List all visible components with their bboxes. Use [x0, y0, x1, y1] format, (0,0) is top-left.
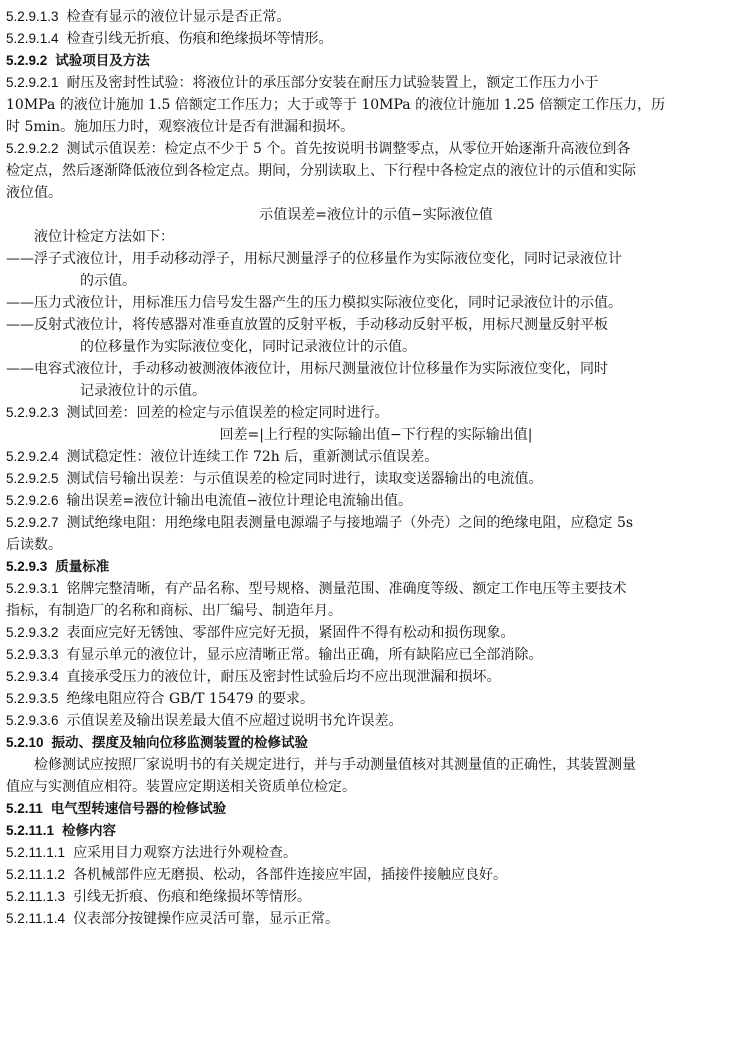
clause-text: 引线无折痕、伤痕和绝缘损坏等情形。: [73, 889, 312, 905]
clause-text: 绝缘电阻应符合 GB/T 15479 的要求。: [66, 691, 314, 707]
list-item-continuation: 的位移量作为实际液位变化，同时记录液位计的示值。: [80, 339, 416, 355]
text-line: 10MPa 的液位计施加 1.5 倍额定工作压力；大于或等于 10MPa 的液位计施加 1.25 倍额定工作压力，历: [6, 97, 666, 113]
section-title: 检修内容: [62, 823, 117, 839]
clause-5-2-11-1-4: [6, 908, 746, 930]
clause-text: 检查引线无折痕、伤痕和绝缘损坏等情形。: [66, 31, 333, 47]
clause-text: 检查有显示的液位计显示是否正常。: [66, 9, 291, 25]
section-heading-5-2-11: [6, 798, 746, 820]
text-line: 检修测试应按照厂家说明书的有关规定进行，并与手动测量值核对其测量值的正确性，其装置测量: [34, 757, 636, 773]
clause-number: 5.2.11.1.1: [6, 845, 66, 860]
clause-text: 测试信号输出误差：与示值误差的检定同时进行，读取变送器输出的电流值。: [66, 471, 543, 487]
section-title: 振动、摆度及轴向位移监测装置的检修试验: [51, 735, 309, 751]
clause-text: 测试回差：回差的检定与示值误差的检定同时进行。: [66, 405, 389, 421]
clause-number: 5.2.9.3.2: [6, 625, 59, 640]
list-item-continuation: 记录液位计的示值。: [80, 383, 206, 399]
clause-number: 5.2.9.1.3: [6, 9, 59, 24]
clause-number: 5.2.9.2.2: [6, 141, 59, 156]
clause-number: 5.2.11.1.3: [6, 889, 66, 904]
clause-5-2-9-2-7: [6, 512, 746, 534]
section-heading-5-2-10: [6, 732, 746, 754]
section-number: 5.2.10: [6, 735, 44, 750]
formula-hysteresis: 回差=|上行程的实际输出值−下行程的实际输出值|: [219, 427, 533, 443]
section-number: 5.2.11.1: [6, 823, 55, 838]
clause-number: 5.2.9.2.4: [6, 449, 59, 464]
section-heading-5-2-11-1: [6, 820, 746, 842]
clause-5-2-11-1-3: [6, 886, 746, 908]
clause-5-2-9-3-5: [6, 688, 746, 710]
section-title: 质量标准: [55, 559, 110, 575]
clause-text: 输出误差=液位计输出电流值−液位计理论电流输出值。: [66, 493, 413, 509]
clause-number: 5.2.11.1.4: [6, 911, 66, 926]
text-line: 检定点，然后逐渐降低液位到各检定点。期间，分别读取上、下行程中各检定点的液位计的示值和实际: [6, 163, 636, 179]
clause-5-2-9-3-6: [6, 710, 746, 732]
clause-number: 5.2.9.2.5: [6, 471, 59, 486]
clause-5-2-9-3-2: [6, 622, 746, 644]
clause-5-2-9-1-4: [6, 28, 746, 50]
clause-5-2-9-2-6: [6, 490, 746, 512]
clause-5-2-9-3-4: [6, 666, 746, 688]
clause-text: 直接承受压力的液位计，耐压及密封性试验后均不应出现泄漏和损坏。: [66, 669, 501, 685]
clause-number: 5.2.9.3.4: [6, 669, 59, 684]
clause-5-2-9-2-3: [6, 402, 746, 424]
clause-text: 耐压及密封性试验：将液位计的承压部分安装在耐压力试验装置上，额定工作压力小于: [66, 75, 599, 91]
clause-text: 铭牌完整清晰，有产品名称、型号规格、测量范围、准确度等级、额定工作电压等主要技术: [66, 581, 627, 597]
formula-indication-error: 示值误差=液位计的示值−实际液位值: [259, 207, 493, 223]
clause-5-2-9-2-4: [6, 446, 746, 468]
clause-text: 各机械部件应无磨损、松动，各部件连接应牢固，插接件接触应良好。: [73, 867, 508, 883]
list-item-capacitive: ——电容式液位计，手动移动被测液体液位计，用标尺测量液位计位移量作为实际液位变化，同时: [6, 361, 608, 377]
clause-number: 5.2.9.2.1: [6, 75, 59, 90]
clause-text: 应采用目力观察方法进行外观检查。: [73, 845, 298, 861]
clause-number: 5.2.11.1.2: [6, 867, 66, 882]
clause-text: 仪表部分按键操作应灵活可靠，显示正常。: [73, 911, 340, 927]
text-line: 液位计检定方法如下：: [34, 229, 174, 245]
clause-5-2-9-2-1: [6, 72, 746, 94]
clause-5-2-9-3-3: [6, 644, 746, 666]
text-line: 液位值。: [6, 185, 62, 201]
clause-5-2-9-3-1: [6, 578, 746, 600]
clause-text: 测试示值误差：检定点不少于 5 个。首先按说明书调整零点，从零位开始逐渐升高液位到各: [66, 141, 631, 157]
clause-number: 5.2.9.3.1: [6, 581, 59, 596]
clause-5-2-9-2-2: [6, 138, 746, 160]
clause-number: 5.2.9.2.3: [6, 405, 59, 420]
section-heading-5-2-9-2: [6, 50, 746, 72]
clause-number: 5.2.9.2.7: [6, 515, 59, 530]
text-line: 值应与实测值应相符。装置应定期送相关资质单位检定。: [6, 779, 356, 795]
clause-number: 5.2.9.1.4: [6, 31, 59, 46]
text-line: 时 5min。施加压力时，观察液位计是否有泄漏和损坏。: [6, 119, 355, 135]
clause-5-2-9-2-5: [6, 468, 746, 490]
list-item-continuation: 的示值。: [80, 273, 136, 289]
clause-text: 表面应完好无锈蚀、零部件应完好无损，紧固件不得有松动和损伤现象。: [66, 625, 515, 641]
clause-text: 示值误差及输出误差最大值不应超过说明书允许误差。: [66, 713, 403, 729]
clause-number: 5.2.9.3.6: [6, 713, 59, 728]
section-title: 试验项目及方法: [55, 53, 150, 69]
clause-text: 有显示单元的液位计，显示应清晰正常。输出正确，所有缺陷应已全部消除。: [66, 647, 543, 663]
list-item-float: ——浮子式液位计，用手动移动浮子，用标尺测量浮子的位移量作为实际液位变化，同时记录液位计: [6, 251, 622, 267]
clause-5-2-9-1-3: [6, 6, 746, 28]
clause-number: 5.2.9.3.3: [6, 647, 59, 662]
section-title: 电气型转速信号器的检修试验: [50, 801, 227, 817]
clause-5-2-11-1-1: [6, 842, 746, 864]
clause-text: 测试稳定性：液位计连续工作 72h 后，重新测试示值误差。: [66, 449, 439, 465]
clause-5-2-11-1-2: [6, 864, 746, 886]
section-number: 5.2.11: [6, 801, 43, 816]
text-line: 后读数。: [6, 537, 62, 553]
list-item-reflective: ——反射式液位计，将传感器对准垂直放置的反射平板，手动移动反射平板，用标尺测量反射平板: [6, 317, 608, 333]
clause-text: 测试绝缘电阻：用绝缘电阻表测量电源端子与接地端子（外壳）之间的绝缘电阻，应稳定 5s: [66, 515, 634, 531]
section-number: 5.2.9.3: [6, 559, 48, 574]
section-number: 5.2.9.2: [6, 53, 48, 68]
section-heading-5-2-9-3: [6, 556, 746, 578]
clause-number: 5.2.9.3.5: [6, 691, 59, 706]
list-item-pressure: ——压力式液位计，用标准压力信号发生器产生的压力模拟实际液位变化，同时记录液位计的示值。: [6, 295, 622, 311]
text-line: 指标，有制造厂的名称和商标、出厂编号、制造年月。: [6, 603, 342, 619]
clause-number: 5.2.9.2.6: [6, 493, 59, 508]
